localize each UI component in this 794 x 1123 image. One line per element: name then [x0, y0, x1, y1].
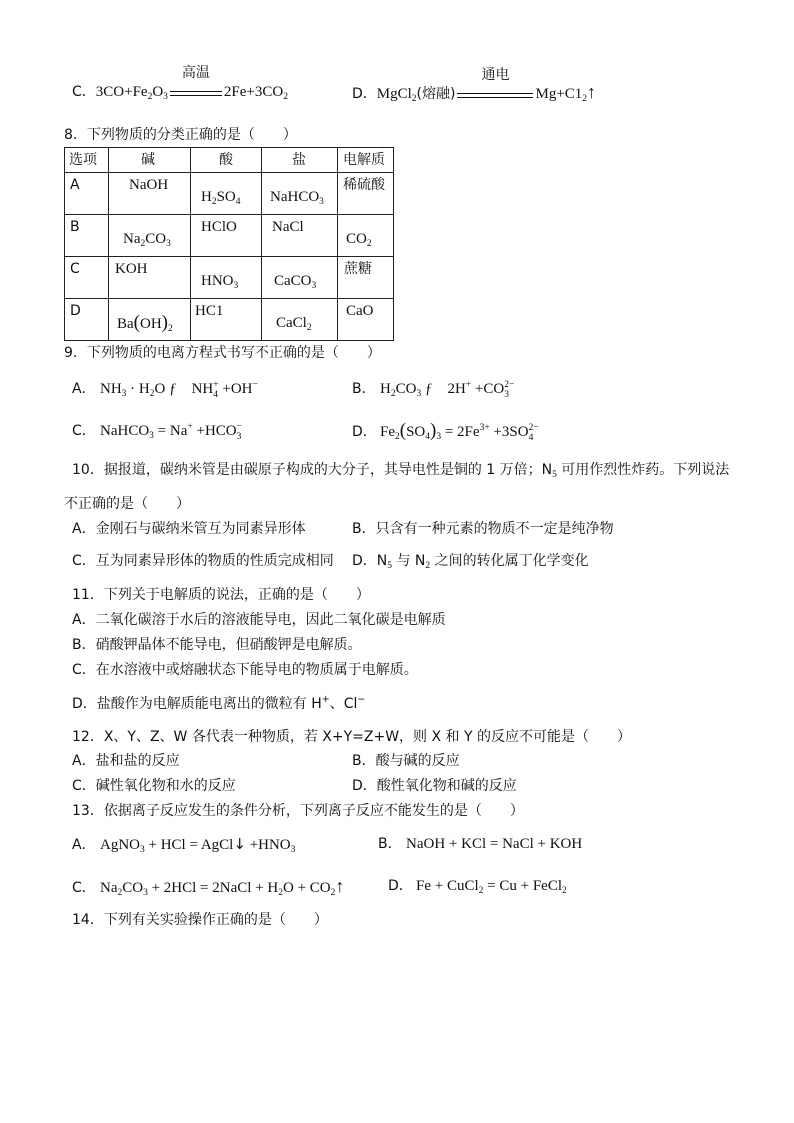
option-letter: B — [70, 219, 80, 235]
salt-cell: CaCO$_3$ — [274, 273, 317, 291]
q10-stem: 10．据报道，碳纳米管是由碳原子构成的大分子，其导电性是铜的 1 万倍；$N_5$ 可用作烈性炸药。下列说法 — [72, 462, 730, 480]
q8-stem: 8．下列物质的分类正确的是（ ） — [64, 127, 297, 143]
q9-option-d: D． $Fe_2(SO_4)_3 = 2Fe^{3+} +3SO^{2-}$ 4 — [352, 420, 539, 443]
table-row — [65, 173, 394, 215]
table-header-cell — [65, 148, 109, 173]
table-row — [65, 215, 394, 257]
acid-cell: HC1 — [195, 303, 224, 319]
q7-option-d — [352, 66, 597, 106]
formula-text: 2Fe+3CO — [223, 84, 284, 100]
q13-option-b: B． NaOH + KCl = NaCl + KOH — [378, 836, 583, 852]
subscript: 3 — [163, 92, 168, 102]
option-label: C． — [72, 880, 96, 896]
electrolyte-cell: CaO — [346, 303, 374, 319]
acid-cell: HClO — [201, 219, 237, 235]
q9-option-c: C． NaHCO$_3$ = Na+ +HCO− 3 — [72, 422, 242, 442]
option-label: B． — [378, 836, 402, 852]
q9-option-a: A． $NH_3 \cdot H_2O$ ƒ NH+ 4 +OH− — [72, 380, 258, 400]
option-label: A． — [72, 381, 96, 397]
q12-option-a: A．盐和盐的反应 — [72, 753, 180, 769]
q12-option-c: C．碱性氧化物和水的反应 — [72, 778, 236, 794]
table-header-cell — [191, 148, 262, 173]
base-cell: $Ba(OH)_2$ — [117, 312, 173, 334]
formula-text: (熔融) — [416, 86, 456, 102]
base-cell: NaOH — [129, 177, 169, 193]
q12-option-d: D．酸性氧化物和碱的反应 — [352, 778, 517, 794]
q10-stem-continued: 不正确的是（ ） — [64, 496, 190, 512]
q14-stem: 14．下列有关实验操作正确的是（ ） — [72, 912, 328, 928]
option-label: D． — [388, 878, 413, 894]
q9-option-b: B． $H_2CO_3$ ƒ $2H^+ +CO^{2-}$ 3 — [352, 380, 515, 400]
q9-stem: 9．下列物质的电离方程式书写不正确的是（ ） — [64, 345, 381, 361]
q11-option-c: C．在水溶液中或熔融状态下能导电的物质属于电解质。 — [72, 662, 418, 678]
table-row — [65, 299, 394, 341]
base-cell: $Na_2CO_3$ — [123, 231, 171, 249]
base-cell: KOH — [115, 261, 148, 277]
q11-option-d: D．盐酸作为电解质能电离出的微粒有 H+、Cl− — [72, 694, 366, 712]
acid-cell: $HNO_3$ — [201, 273, 239, 291]
header-option: 选项 — [69, 152, 97, 168]
option-letter: A — [70, 177, 80, 193]
condition-arrow — [457, 66, 533, 105]
reaction-condition: 通电 — [481, 66, 510, 83]
table-header-cell — [109, 148, 191, 173]
table-header-cell — [338, 148, 394, 173]
reaction-condition: 高温 — [181, 64, 210, 81]
header-acid: 酸 — [219, 152, 233, 168]
option-label: B． — [352, 381, 376, 397]
gas-arrow-icon: ↑ — [335, 876, 345, 896]
formula-text: Mg+C1 — [535, 86, 583, 102]
q8-classification-table — [64, 147, 394, 341]
q11-option-a: A．二氧化碳溶于水后的溶液能导电，因此二氧化碳是电解质 — [72, 612, 446, 628]
option-letter: C — [70, 261, 80, 277]
acid-cell: $H_2SO_4$ — [201, 189, 241, 207]
precipitate-arrow-icon: ↓ — [233, 835, 246, 853]
q12-option-b: B．酸与碱的反应 — [352, 753, 460, 769]
condition-arrow — [170, 64, 222, 103]
salt-cell: NaCl — [272, 219, 304, 235]
formula-text: O — [152, 84, 164, 100]
option-label: C． — [72, 84, 96, 100]
q13-option-d: D． Fe + CuCl$_2$ = Cu + FeCl$_2$ — [388, 878, 567, 896]
subscript: 2 — [147, 92, 153, 102]
option-label: D． — [352, 86, 377, 102]
electrolyte-cell: 稀硫酸 — [343, 177, 385, 193]
q11-stem: 11．下列关于电解质的说法，正确的是（ ） — [72, 587, 370, 603]
formula-text: 3CO+Fe — [95, 84, 148, 100]
subscript: 2 — [283, 92, 288, 102]
header-salt: 盐 — [292, 152, 306, 168]
salt-cell: NaHCO$_3$ — [270, 189, 324, 207]
q13-option-c: C． $Na_2CO_3 + 2HCl$ = 2NaCl + $H_2O$ + $CO_2↑$ — [72, 876, 345, 898]
q11-option-b: B．硝酸钾晶体不能导电，但硝酸钾是电解质。 — [72, 637, 362, 653]
q10-option-b: B．只含有一种元素的物质不一定是纯净物 — [352, 521, 614, 537]
equals-line — [457, 93, 533, 98]
option-label: C． — [72, 423, 96, 439]
equals-line — [170, 91, 222, 96]
q10-option-c: C．互为同素异形体的物质的性质完成相同 — [72, 553, 334, 569]
electrolyte-cell: $CO_2$ — [346, 231, 372, 249]
subscript: 2 — [411, 94, 417, 104]
subscript: 2 — [582, 94, 588, 104]
option-letter: D — [70, 303, 81, 319]
table-row — [65, 257, 394, 299]
option-label: A． — [72, 837, 96, 853]
salt-cell: CaCl$_2$ — [276, 315, 312, 333]
formula-text: MgCl — [376, 86, 412, 102]
gas-arrow-icon: ↑ — [587, 82, 597, 102]
q10-option-d: D．$N_5$ 与 $N_2$ 之间的转化属丁化学变化 — [352, 553, 589, 571]
q13-stem: 13．依据离子反应发生的条件分析，下列离子反应不能发生的是（ ） — [72, 803, 524, 819]
q13-option-a: A． AgNO$_3$ + HCl = AgCl↓ $+HNO_3$ — [72, 835, 296, 855]
electrolyte-cell: 蔗糖 — [344, 261, 372, 277]
q7-option-c — [72, 64, 288, 104]
option-label: D． — [352, 424, 377, 440]
q12-stem: 12．X、Y、Z、W 各代表一种物质，若 X+Y=Z+W，则 X 和 Y 的反应不可能是（ ） — [72, 729, 632, 745]
header-base: 碱 — [141, 152, 155, 168]
q10-option-a: A．金刚石与碳纳米管互为同素异形体 — [72, 521, 306, 537]
table-header-cell — [262, 148, 338, 173]
header-electrolyte: 电解质 — [343, 152, 385, 168]
